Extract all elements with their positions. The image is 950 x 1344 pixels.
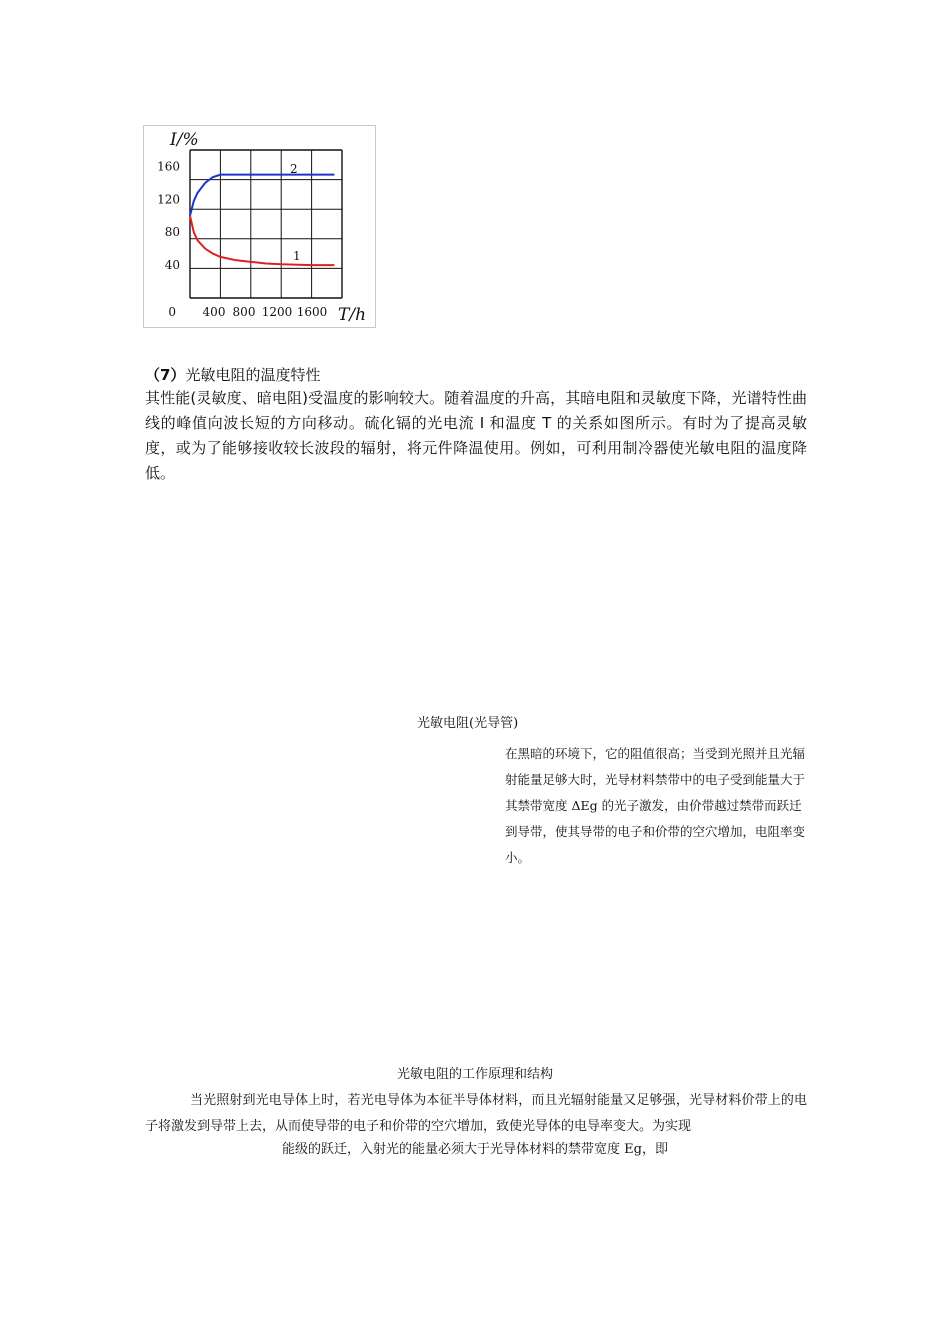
y-tick-label: 160 xyxy=(157,159,180,174)
section-body: 其性能(灵敏度、暗电阻)受温度的影响较大。随着温度的升高，其暗电阻和灵敏度下降，光谱特性曲线的峰值向波长短的方向移动。硫化镉的光电流 I 和温度 T 的关系如图所示。有时为了提高灵敏度，或为了能够接收较长波段的辐射，将元件降温使用。例如，可利用制冷器使光敏电阻的温度降低。 xyxy=(145,389,807,482)
curve-label-2: 2 xyxy=(290,162,298,176)
photoresistor-caption: 光敏电阻(光导管) xyxy=(417,716,519,731)
chart-svg xyxy=(144,126,377,329)
section-title: 光敏电阻的温度特性 xyxy=(185,366,321,384)
principle-caption: 光敏电阻的工作原理和结构 xyxy=(396,1067,553,1082)
photoresistor-description: 在黑暗的环境下，它的阻值很高；当受到光照并且光辐射能量足够大时，光导材料禁带中的电子受到能量大于其禁带宽度 ΔEg 的光子激发，由价带越过禁带而跃迁到导带，使其导带的电子和价带的空穴增加，电阻率变小。 xyxy=(505,746,806,865)
principle-paragraph: 当光照射到光电导体上时，若光电导体为本征半导体材料，而且光辐射能量又足够强，光导材料价带上的电子将激发到导带上去，从而使导带的电子和价带的空穴增加，致使光导体的电导率变大。为实现 xyxy=(145,1093,807,1134)
x-axis-title: T/h xyxy=(338,305,367,325)
y-tick-label: 80 xyxy=(164,225,180,240)
y-tick-label: 120 xyxy=(157,192,180,207)
y-tick-label: 40 xyxy=(164,258,180,273)
principle-last-line: 能级的跃迁，入射光的能量必须大于光导体材料的禁带宽度 Eg，即 xyxy=(282,1142,668,1157)
series-line-1 xyxy=(190,216,334,265)
x-tick-label: 1200 xyxy=(261,305,293,319)
y-axis-title: I/% xyxy=(170,130,199,150)
x-tick-label: 1600 xyxy=(296,305,328,319)
temperature-chart xyxy=(143,125,376,328)
section-number: （7） xyxy=(145,366,186,384)
x-tick-label: 400 xyxy=(202,305,226,319)
x-tick-label: 800 xyxy=(232,305,256,319)
curve-label-1: 1 xyxy=(293,249,301,263)
section-heading xyxy=(145,364,320,386)
y-tick-label: 0 xyxy=(168,305,176,319)
